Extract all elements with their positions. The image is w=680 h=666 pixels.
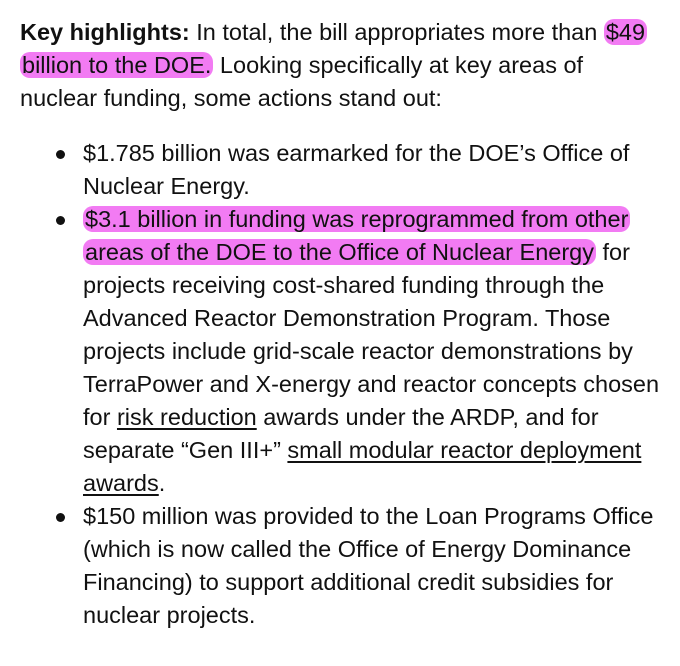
- list-item-text: for projects receiving cost-shared funding through the Advanced Reactor Demonstration Program. Those projects include grid-scale reactor demonstrations by TerraPower and X-energy and reactor concepts chosen for: [83, 239, 660, 430]
- intro-text-before: In total, the bill appropriates more than: [189, 19, 604, 45]
- list-item-text: .: [158, 470, 166, 496]
- highlighted-reprogrammed-funding: $3.1 billion in funding was reprogrammed from other areas of the DOE to the Office of Nuclear Energy: [85, 206, 629, 265]
- smr-deployment-awards-link[interactable]: small modular reactor deployment awards: [83, 437, 642, 496]
- list-item-text: $1.785 billion was earmarked for the DOE’s Office of Nuclear Energy.: [83, 140, 630, 199]
- list-item-reprogrammed-funding: [83, 203, 660, 500]
- list-item-text: awards under the ARDP, and for separate “Gen III+”: [83, 404, 599, 463]
- list-item-loan-programs: [83, 500, 660, 632]
- intro-text-after: Looking specifically at key areas of nuclear funding, some actions stand out:: [20, 52, 584, 111]
- bullet-icon: [56, 216, 65, 225]
- risk-reduction-link[interactable]: risk reduction: [116, 404, 257, 430]
- highlighted-doe-amount: $49 billion to the DOE.: [22, 19, 646, 78]
- bullet-icon: [56, 150, 65, 159]
- list-item-nuclear-energy-earmark: [83, 137, 660, 203]
- list-item-text: $150 million was provided to the Loan Programs Office (which is now called the Office of Energy Dominance Financing) to support additional credit subsidies for nuclear projects.: [83, 503, 654, 628]
- intro-paragraph: [20, 16, 660, 115]
- highlights-list: [20, 137, 660, 632]
- key-highlights-label: Key highlights:: [20, 19, 190, 45]
- bullet-icon: [56, 513, 65, 522]
